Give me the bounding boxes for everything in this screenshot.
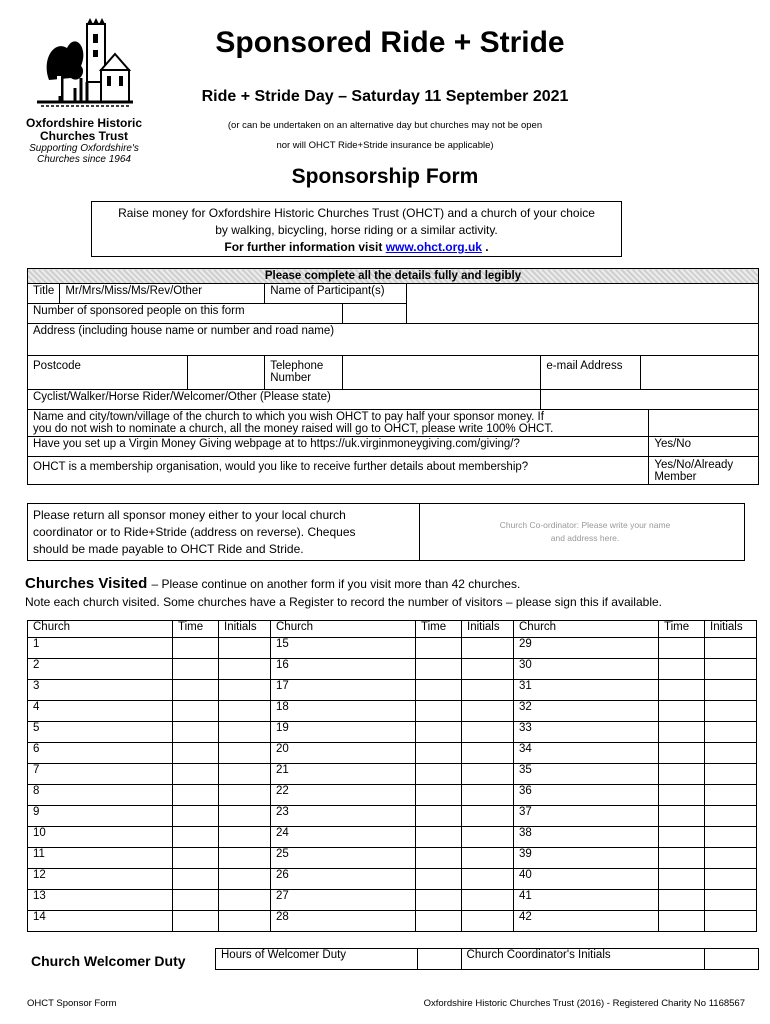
intro-info-text: For further information visit (224, 240, 383, 254)
church-initials-cell[interactable] (462, 701, 514, 722)
church-time-cell[interactable] (173, 911, 219, 932)
church-initials-cell[interactable] (462, 890, 514, 911)
church-number[interactable]: 37 (514, 806, 659, 827)
church-initials-cell[interactable] (462, 869, 514, 890)
coordinator-hint-line1: Church Co-ordinator: Please write your name (499, 520, 671, 530)
coordinator-initials-label: Church Coordinator's Initials (461, 949, 705, 970)
footer-right: Oxfordshire Historic Churches Trust (2016) - Registered Charity No 1168567 (423, 998, 745, 1009)
return-line3: should be made payable to OHCT Ride and Stride. (33, 542, 304, 556)
col-church-2: Church (271, 621, 416, 638)
welcomer-duty-label: Church Welcomer Duty (31, 953, 186, 969)
return-divider (419, 503, 420, 561)
church-time-cell[interactable] (173, 638, 219, 659)
church-number[interactable]: 39 (514, 848, 659, 869)
church-initials-cell[interactable] (705, 827, 757, 848)
telephone-label-line1: Telephone (270, 360, 324, 372)
church-time-cell[interactable] (173, 848, 219, 869)
church-number[interactable]: 12 (28, 869, 173, 890)
table-row (28, 848, 757, 869)
church-number[interactable]: 13 (28, 890, 173, 911)
table-row (28, 764, 757, 785)
participant-field[interactable] (406, 284, 758, 324)
alt-day-note: (or can be undertaken on an alternative day but churches may not be open (227, 120, 543, 131)
postcode-label: Postcode (28, 356, 188, 390)
church-initials-cell[interactable] (219, 806, 271, 827)
church-time-cell[interactable] (173, 722, 219, 743)
col-church-3: Church (514, 621, 659, 638)
col-time-1: Time (173, 621, 219, 638)
church-initials-cell[interactable] (462, 743, 514, 764)
church-time-cell[interactable] (659, 869, 705, 890)
telephone-label (265, 356, 343, 390)
welcomer-hours-label: Hours of Welcomer Duty (216, 949, 418, 970)
church-number[interactable]: 16 (271, 659, 416, 680)
church-initials-cell[interactable] (705, 680, 757, 701)
church-time-cell[interactable] (416, 659, 462, 680)
church-time-cell[interactable] (416, 806, 462, 827)
church-initials-cell[interactable] (462, 722, 514, 743)
church-time-cell[interactable] (659, 848, 705, 869)
church-initials-cell[interactable] (462, 911, 514, 932)
details-banner: Please complete all the details fully and legibly (28, 269, 759, 284)
church-number[interactable]: 34 (514, 743, 659, 764)
return-info-text (33, 507, 418, 558)
form-title: Sponsorship Form (291, 165, 479, 188)
church-initials-cell[interactable] (219, 848, 271, 869)
church-number[interactable]: 8 (28, 785, 173, 806)
coordinator-address-field[interactable] (470, 519, 700, 545)
sponsored-count-label: Number of sponsored people on this form (28, 304, 343, 324)
church-initials-cell[interactable] (219, 869, 271, 890)
church-number[interactable]: 29 (514, 638, 659, 659)
church-initials-cell[interactable] (462, 680, 514, 701)
church-time-cell[interactable] (173, 764, 219, 785)
address-label: Address (including house name or number and road name) (33, 325, 335, 337)
postcode-field[interactable] (187, 356, 265, 390)
col-initials-2: Initials (462, 621, 514, 638)
church-number[interactable]: 24 (271, 827, 416, 848)
church-time-cell[interactable] (659, 764, 705, 785)
church-time-cell[interactable] (416, 785, 462, 806)
telephone-label-line2: Number (270, 372, 312, 384)
church-time-cell[interactable] (173, 890, 219, 911)
church-number[interactable]: 22 (271, 785, 416, 806)
table-row (28, 827, 757, 848)
church-initials-cell[interactable] (462, 827, 514, 848)
church-initials-cell[interactable] (462, 848, 514, 869)
church-time-cell[interactable] (173, 806, 219, 827)
church-number[interactable]: 15 (271, 638, 416, 659)
church-number[interactable]: 11 (28, 848, 173, 869)
title-label: Title (28, 284, 60, 304)
church-initials-cell[interactable] (705, 785, 757, 806)
welcomer-hours-field[interactable] (417, 949, 461, 970)
church-number[interactable]: 14 (28, 911, 173, 932)
activity-label: Cyclist/Walker/Horse Rider/Welcomer/Other (Please state) (28, 390, 541, 410)
col-church-1: Church (28, 621, 173, 638)
church-number[interactable]: 26 (271, 869, 416, 890)
church-initials-cell[interactable] (705, 890, 757, 911)
telephone-field[interactable] (342, 356, 540, 390)
participant-details-table (27, 268, 759, 485)
church-time-cell[interactable] (416, 638, 462, 659)
church-time-cell[interactable] (416, 827, 462, 848)
church-time-cell[interactable] (173, 680, 219, 701)
table-row (28, 659, 757, 680)
church-time-cell[interactable] (173, 869, 219, 890)
church-number[interactable]: 32 (514, 701, 659, 722)
church-initials-cell[interactable] (705, 659, 757, 680)
church-initials-cell[interactable] (462, 806, 514, 827)
intro-box (91, 201, 622, 257)
sponsored-count-field[interactable] (342, 304, 406, 324)
church-initials-cell[interactable] (462, 785, 514, 806)
col-time-2: Time (416, 621, 462, 638)
church-number[interactable]: 28 (271, 911, 416, 932)
church-time-cell[interactable] (416, 680, 462, 701)
church-time-cell[interactable] (659, 806, 705, 827)
title-options: Mr/Mrs/Miss/Ms/Rev/Other (60, 284, 265, 304)
ohct-website-link[interactable]: www.ohct.org.uk (385, 240, 482, 254)
church-number[interactable]: 40 (514, 869, 659, 890)
table-row (28, 785, 757, 806)
logo-tagline-line2: Churches since 1964 (37, 154, 131, 165)
membership-options[interactable]: Yes/No/Already Member (649, 457, 759, 485)
church-time-cell[interactable] (416, 911, 462, 932)
church-time-cell[interactable] (416, 722, 462, 743)
church-logo-icon (35, 18, 135, 108)
church-initials-cell[interactable] (705, 743, 757, 764)
church-number[interactable]: 33 (514, 722, 659, 743)
church-time-cell[interactable] (416, 764, 462, 785)
col-initials-1: Initials (219, 621, 271, 638)
insurance-note: nor will OHCT Ride+Stride insurance be applicable) (276, 140, 494, 151)
logo-tagline (22, 143, 146, 165)
coordinator-initials-field[interactable] (705, 949, 759, 970)
church-number[interactable]: 20 (271, 743, 416, 764)
nominate-field[interactable] (649, 410, 759, 437)
church-number[interactable]: 5 (28, 722, 173, 743)
event-date: Ride + Stride Day – Saturday 11 September 2021 (201, 88, 569, 105)
intro-line1: Raise money for Oxfordshire Historic Churches Trust (OHCT) and a church of your choice (118, 206, 595, 220)
church-initials-cell[interactable] (219, 701, 271, 722)
col-time-3: Time (659, 621, 705, 638)
logo-name-line1: Oxfordshire Historic (25, 116, 143, 130)
church-number[interactable]: 41 (514, 890, 659, 911)
table-row (28, 806, 757, 827)
church-time-cell[interactable] (416, 890, 462, 911)
nominate-line1: Name and city/town/village of the church to which you wish OHCT to pay half your sponsor money. If (33, 411, 544, 423)
col-initials-3: Initials (705, 621, 757, 638)
intro-info-suffix: . (485, 240, 489, 254)
church-time-cell[interactable] (173, 827, 219, 848)
table-row (28, 869, 757, 890)
church-time-cell[interactable] (173, 743, 219, 764)
church-initials-cell[interactable] (219, 680, 271, 701)
church-number[interactable]: 36 (514, 785, 659, 806)
church-initials-cell[interactable] (462, 638, 514, 659)
church-number[interactable]: 3 (28, 680, 173, 701)
table-row (28, 638, 757, 659)
church-number[interactable]: 1 (28, 638, 173, 659)
church-number[interactable]: 30 (514, 659, 659, 680)
churches-table (27, 620, 757, 932)
church-initials-cell[interactable] (462, 764, 514, 785)
church-number[interactable]: 2 (28, 659, 173, 680)
address-field[interactable] (28, 324, 759, 356)
church-initials-cell[interactable] (705, 722, 757, 743)
church-time-cell[interactable] (659, 827, 705, 848)
nominate-line2: you do not wish to nominate a church, all the money raised will go to OHCT, please write 100% OHCT. (33, 423, 554, 435)
logo-name (22, 117, 146, 143)
church-initials-cell[interactable] (219, 890, 271, 911)
church-time-cell[interactable] (659, 680, 705, 701)
church-number[interactable]: 19 (271, 722, 416, 743)
email-field[interactable] (640, 356, 759, 390)
logo-tagline-line1: Supporting Oxfordshire's (29, 143, 139, 154)
church-time-cell[interactable] (416, 701, 462, 722)
church-number[interactable]: 23 (271, 806, 416, 827)
church-time-cell[interactable] (416, 869, 462, 890)
welcomer-table (215, 948, 759, 970)
table-row (28, 680, 757, 701)
church-number[interactable]: 4 (28, 701, 173, 722)
church-number[interactable]: 31 (514, 680, 659, 701)
church-time-cell[interactable] (659, 743, 705, 764)
church-initials-cell[interactable] (705, 701, 757, 722)
table-row (28, 722, 757, 743)
churches-visited-heading (25, 575, 520, 592)
church-initials-cell[interactable] (219, 743, 271, 764)
church-time-cell[interactable] (659, 638, 705, 659)
nominate-label (28, 410, 649, 437)
church-initials-cell[interactable] (219, 638, 271, 659)
table-row (28, 701, 757, 722)
church-initials-cell[interactable] (219, 911, 271, 932)
church-time-cell[interactable] (416, 848, 462, 869)
intro-line3 (92, 239, 621, 256)
church-number[interactable]: 6 (28, 743, 173, 764)
church-initials-cell[interactable] (219, 659, 271, 680)
church-time-cell[interactable] (659, 701, 705, 722)
church-time-cell[interactable] (173, 659, 219, 680)
church-initials-cell[interactable] (705, 764, 757, 785)
register-note: Note each church visited. Some churches have a Register to record the number of visitors – please sign this if available. (25, 595, 662, 609)
activity-field[interactable] (541, 390, 759, 410)
church-time-cell[interactable] (659, 722, 705, 743)
church-number[interactable]: 9 (28, 806, 173, 827)
church-initials-cell[interactable] (462, 659, 514, 680)
return-line2: coordinator or to Ride+Stride (address on reverse). Cheques (33, 525, 356, 539)
virgin-money-options[interactable]: Yes/No (649, 437, 759, 457)
table-row (28, 890, 757, 911)
church-time-cell[interactable] (173, 785, 219, 806)
church-initials-cell[interactable] (219, 722, 271, 743)
table-row (28, 743, 757, 764)
participant-label: Name of Participant(s) (265, 284, 407, 304)
church-number[interactable]: 35 (514, 764, 659, 785)
church-number[interactable]: 42 (514, 911, 659, 932)
church-number[interactable]: 10 (28, 827, 173, 848)
church-time-cell[interactable] (659, 890, 705, 911)
membership-label: OHCT is a membership organisation, would you like to receive further details about membership? (28, 457, 649, 485)
church-number[interactable]: 17 (271, 680, 416, 701)
church-initials-cell[interactable] (705, 806, 757, 827)
table-row (28, 911, 757, 932)
church-number[interactable]: 7 (28, 764, 173, 785)
page-title: Sponsored Ride + Stride (215, 26, 565, 59)
church-time-cell[interactable] (659, 785, 705, 806)
church-initials-cell[interactable] (219, 785, 271, 806)
church-number[interactable]: 27 (271, 890, 416, 911)
church-number[interactable]: 18 (271, 701, 416, 722)
church-initials-cell[interactable] (705, 869, 757, 890)
intro-line2: by walking, bicycling, horse riding or a similar activity. (215, 223, 498, 237)
church-initials-cell[interactable] (219, 827, 271, 848)
church-number[interactable]: 38 (514, 827, 659, 848)
logo-name-line2: Churches Trust (39, 129, 129, 143)
church-time-cell[interactable] (659, 659, 705, 680)
return-line1: Please return all sponsor money either to your local church (33, 508, 346, 522)
church-initials-cell[interactable] (219, 764, 271, 785)
coordinator-hint-line2: and address here. (550, 533, 620, 543)
email-label: e-mail Address (541, 356, 640, 390)
church-time-cell[interactable] (173, 701, 219, 722)
church-initials-cell[interactable] (705, 638, 757, 659)
church-number[interactable]: 25 (271, 848, 416, 869)
church-initials-cell[interactable] (705, 848, 757, 869)
church-time-cell[interactable] (659, 911, 705, 932)
church-time-cell[interactable] (416, 743, 462, 764)
church-initials-cell[interactable] (705, 911, 757, 932)
footer-left: OHCT Sponsor Form (27, 998, 117, 1009)
churches-visited-title: Churches Visited (25, 575, 148, 592)
virgin-money-label: Have you set up a Virgin Money Giving webpage at to https://uk.virginmoneygiving.com/giving/? (28, 437, 649, 457)
church-number[interactable]: 21 (271, 764, 416, 785)
churches-visited-note: – Please continue on another form if you visit more than 42 churches. (151, 577, 521, 591)
